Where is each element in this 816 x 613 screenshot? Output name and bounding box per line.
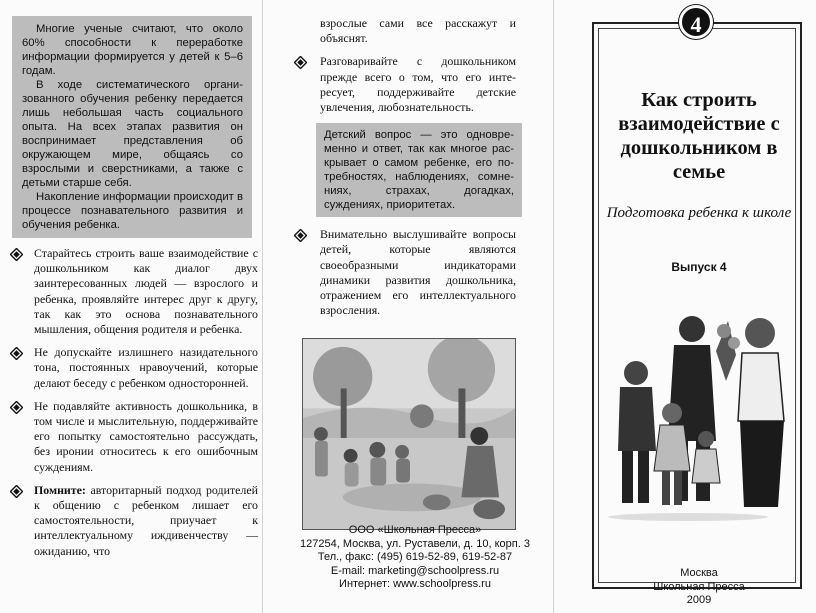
panel-inner-middle (280, 0, 535, 613)
family-picnic-illustration (302, 338, 516, 530)
cover-subtitle: Подготовка ребенка к школе (606, 205, 792, 221)
family-illustration (608, 311, 788, 523)
cover-issue: Выпуск 4 (671, 260, 727, 274)
cover-imprint (594, 567, 804, 608)
advice-item (8, 246, 258, 337)
diamond-bullet-icon (294, 229, 307, 242)
diamond-bullet-icon (10, 485, 23, 498)
cover-city: Москва (680, 567, 718, 579)
advice-text: авторитарный подход родителей к общению с ребенком лишает его самостоятельности, приучает к интеллектуальному иждивенчеству — ожиданию, что (34, 482, 258, 558)
publisher-phone: Тел., факс: (495) 619-52-89, 619-52-87 (317, 551, 513, 563)
advice-list-2 (280, 54, 516, 115)
diamond-bullet-icon (294, 56, 307, 69)
diamond-bullet-icon (10, 347, 23, 360)
cover-year: 2009 (686, 594, 712, 606)
cover-publisher: Школьная Пресса (653, 580, 745, 593)
advice-item (8, 345, 258, 391)
info-paragraph: Накопление информации происходит в процессе познавательного развития и обучения ребенка. (22, 191, 243, 231)
advice-text: Не подавляйте активность дошкольника, в том числе и мыслительную, поддерживайте его попытку самостоятельно рассуждать, без иронии относитесь к его ошибочным суждениям. (34, 398, 258, 474)
advice-item (8, 399, 258, 475)
diamond-bullet-icon (10, 248, 23, 261)
info-box-research (12, 16, 252, 238)
publisher-email: E-mail: marketing@schoolpress.ru (330, 564, 500, 577)
cover-title: Как строить взаимодействие с дошкольником в семье (618, 89, 780, 183)
continued-text: взрослые сами все расскажут и объяснят. (320, 16, 516, 46)
info-box-question: Детский вопрос — это одновременно и ответ, так как многое раскрывает о самом ребенке, его потребностях, наблюдениях, сомнениях, страхах, догадках, суждениях, приоритетах. (316, 123, 522, 217)
advice-item (8, 483, 258, 559)
publisher-address: 127254, Москва, ул. Руставели, д. 10, корп. 3 (300, 537, 530, 550)
info-paragraph: В ходе систематического организованного обучения ребенку передается лишь небольшая часть социального опыта. На всех этапах развития он воспринимает представления об окружающем мире, общаясь со взрослыми и сверстниками, а также с детьми старше себя. (22, 79, 243, 189)
panel-inner-left (8, 0, 258, 613)
diamond-bullet-icon (10, 401, 23, 414)
advice-text: Внимательно выслушивайте вопросы детей, которые являются своеобразными индикаторами динамики развития дошкольника, отражением его интеллектуального взросления. (320, 227, 516, 318)
advice-item (280, 54, 516, 115)
advice-list-3 (280, 227, 516, 318)
info-paragraph: Многие ученые считают, что около 60% способности к переработке информации формируется у детей к 5–6 годам. (22, 23, 243, 77)
publisher-info (280, 524, 550, 592)
remember-label: Помните: (34, 482, 86, 497)
advice-text: Не допускайте излишнего назидательного тона, постоянных нравоучений, которые делают беседу с ребенком односторонней. (34, 345, 258, 390)
fold-line-right (553, 0, 554, 613)
advice-list (8, 246, 258, 559)
publisher-name: ООО «Школьная Пресса» (348, 524, 482, 536)
fold-line-left (262, 0, 263, 613)
issue-number-badge: 4 (679, 5, 713, 39)
publisher-website: Интернет: www.schoolpress.ru (339, 578, 491, 590)
advice-item (280, 227, 516, 318)
advice-text: Старайтесь строить ваше взаимодействие с дошкольником как диалог двух заинтересованных людей — взрослого и ребенка, проявляйте интерес друг к другу, так как это основа познавательного мышления, общения родителя и ребенка. (34, 246, 258, 337)
panel-cover (592, 0, 808, 613)
advice-text: Разговаривайте с дошкольником прежде всего о том, что его интересует, поддерживайте детские увлечения, любознательность. (320, 54, 516, 115)
cover-frame (592, 22, 802, 606)
